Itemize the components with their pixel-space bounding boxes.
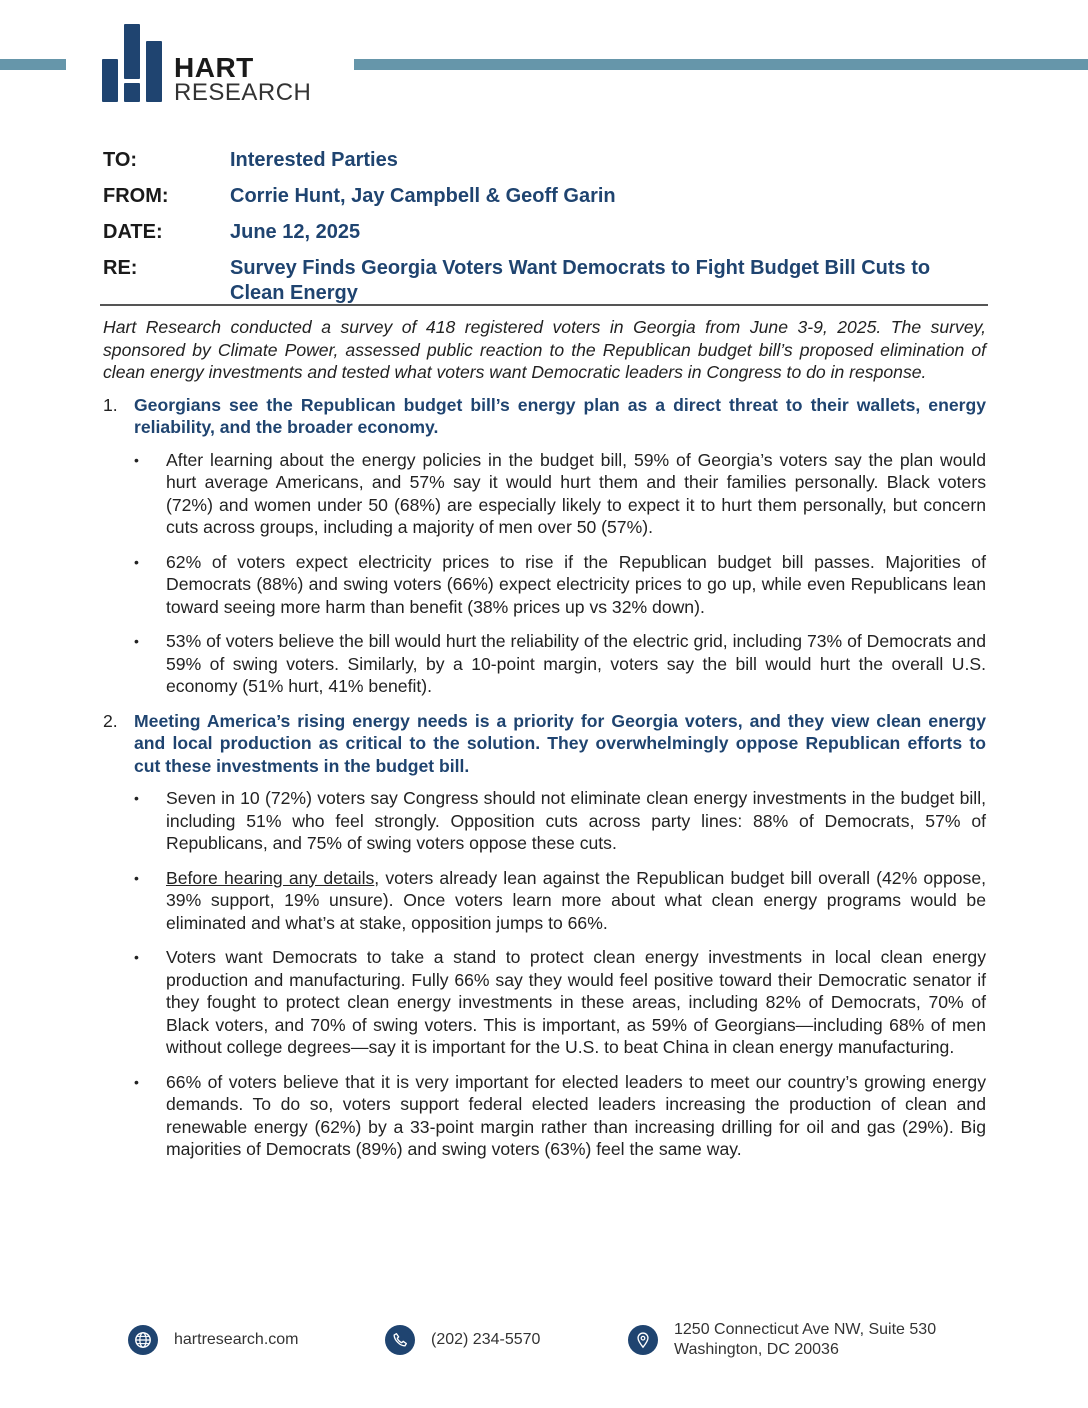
logo-bar-icon [124, 24, 140, 79]
section-number: 2. [103, 710, 118, 731]
list-item [103, 787, 986, 855]
bullet-icon: • [134, 633, 139, 649]
bullet-text: Seven in 10 (72%) voters say Congress should not eliminate clean energy investments in the budget bill, including 51% who feel strongly. Opposition cuts across party lines: 88% of Democrats, 57% of Republicans, and 75% of swing voters oppose these cuts. [166, 788, 986, 853]
memo-to-row [103, 148, 988, 173]
bullet-icon: • [134, 1073, 139, 1090]
footer-address [628, 1320, 936, 1360]
underlined-phrase: Before hearing any details [166, 867, 375, 888]
header-accent-bar-right [354, 59, 1088, 70]
bullet-icon: • [134, 949, 139, 965]
list-item [103, 867, 986, 935]
footer-website[interactable] [128, 1325, 299, 1355]
section-heading-text: Meeting America’s rising energy needs is a priority for Georgia voters, and they view clean energy and local production as critical to the solution. They overwhelmingly oppose Republican efforts to cut these investments in the budget bill. [134, 710, 986, 776]
bullet-list [103, 449, 986, 698]
bullet-text: 62% of voters expect electricity prices to rise if the Republican budget bill passes. Majorities of Democrats (88%) and swing voters (66%) expect electricity prices to go up, while even Republicans lean toward seeing more harm than benefit (38% prices up vs 32% down). [166, 551, 986, 617]
memo-date-value: June 12, 2025 [230, 221, 361, 243]
bullet-list [103, 787, 986, 1161]
bullet-text-rest: , voters already lean against the Republican budget bill overall (42% oppose, 39% support, 19% unsure). Once voters learn more about what clean energy programs would be eliminated and what’s at stake, opposition jumps to 66%. [166, 867, 986, 933]
memo-re-label: RE: [103, 257, 138, 279]
memo-re-row [103, 256, 988, 306]
section-1 [103, 394, 986, 698]
website-link[interactable]: hartresearch.com [174, 1331, 299, 1348]
bullet-text: After learning about the energy policies in the budget bill, 59% of Georgia’s voters say the plan would hurt average Americans, and 57% say it would hurt them and their families personally. Black voters (72%) and women under 50 (68%) are especially likely to expect it to hurt them personally, but concern cuts across groups, including a majority of men over 50 (57%). [166, 449, 986, 537]
intro-paragraph: Hart Research conducted a survey of 418 registered voters in Georgia from June 3-9, 2025. The survey, sponsored by Climate Power, assessed public reaction to the Republican budget bill’s proposed elimination of clean energy investments and tested what voters want Democratic leaders in Congress to do in response. [103, 317, 986, 382]
list-item [103, 946, 986, 1059]
memo-from-value: Corrie Hunt, Jay Campbell & Geoff Garin [230, 185, 616, 207]
list-item [103, 1071, 986, 1161]
memo-from-row [103, 184, 988, 209]
section-number: 1. [103, 394, 118, 415]
memo-date-row [103, 220, 988, 245]
phone-icon [385, 1325, 415, 1355]
memo-to-value: Interested Parties [230, 149, 398, 171]
logo-wordmark-hart: HART [174, 52, 254, 83]
bullet-text [166, 867, 986, 935]
address-line-2: Washington, DC 20036 [674, 1341, 839, 1358]
list-item [103, 630, 986, 698]
bullet-icon: • [134, 790, 139, 806]
header-divider [100, 304, 988, 306]
section-heading [103, 710, 986, 778]
logo-bar-icon [102, 59, 118, 102]
memo-header [103, 148, 988, 317]
logo-wordmark-research: RESEARCH [174, 79, 312, 106]
section-heading [103, 394, 986, 439]
memo-date-label: DATE: [103, 221, 163, 243]
hart-research-logo [102, 24, 332, 104]
address-line-1: 1250 Connecticut Ave NW, Suite 530 [674, 1321, 937, 1338]
bullet-text: Voters want Democrats to take a stand to protect clean energy investments in local clean energy production and manufacturing. Fully 66% say they would feel positive toward their Democratic senator if they fought to protect clean energy investments in these areas, including 82% of Democrats, 70% of Black voters, and 70% of swing voters. This is important, as 59% of Georgians—including 68% of men without college degrees—say it is important for the U.S. to beat China in clean energy manufacturing. [166, 947, 986, 1057]
header-accent-bar-left [0, 59, 66, 70]
section-2 [103, 710, 986, 1161]
memo-body [103, 316, 986, 1173]
logo-bar-icon [146, 41, 162, 102]
footer-phone[interactable] [385, 1325, 540, 1355]
memo-from-label: FROM: [103, 185, 169, 207]
bullet-icon: • [134, 869, 139, 886]
bullet-text: 53% of voters believe the bill would hurt the reliability of the electric grid, including 73% of Democrats and 59% of swing voters. Similarly, by a 10-point margin, voters say the bill would hurt the overall U.S. economy (51% hurt, 41% benefit). [166, 631, 986, 696]
bullet-icon: • [134, 451, 139, 468]
globe-icon [128, 1325, 158, 1355]
phone-number[interactable]: (202) 234-5570 [431, 1331, 541, 1348]
list-item [103, 551, 986, 619]
memo-to-label: TO: [103, 149, 138, 171]
section-heading-text: Georgians see the Republican budget bill’s energy plan as a direct threat to their wallets, energy reliability, and the broader economy. [134, 394, 986, 437]
list-item [103, 449, 986, 539]
location-pin-icon [628, 1325, 658, 1355]
address-text [674, 1320, 936, 1360]
page-footer [0, 1320, 1088, 1370]
memo-re-value: Survey Finds Georgia Voters Want Democrats to Fight Budget Bill Cuts to Clean Energy [230, 257, 931, 304]
logo-bar-icon [124, 83, 140, 102]
bullet-text: 66% of voters believe that it is very important for elected leaders to meet our country’s growing energy demands. To do so, voters support federal elected leaders increasing the production of clean and renewable energy (62%) by a 33-point margin rather than increasing drilling for oil and gas (29%). Big majorities of Democrats (89%) and swing voters (63%) feel the same way. [166, 1071, 986, 1159]
bullet-icon: • [134, 553, 139, 570]
